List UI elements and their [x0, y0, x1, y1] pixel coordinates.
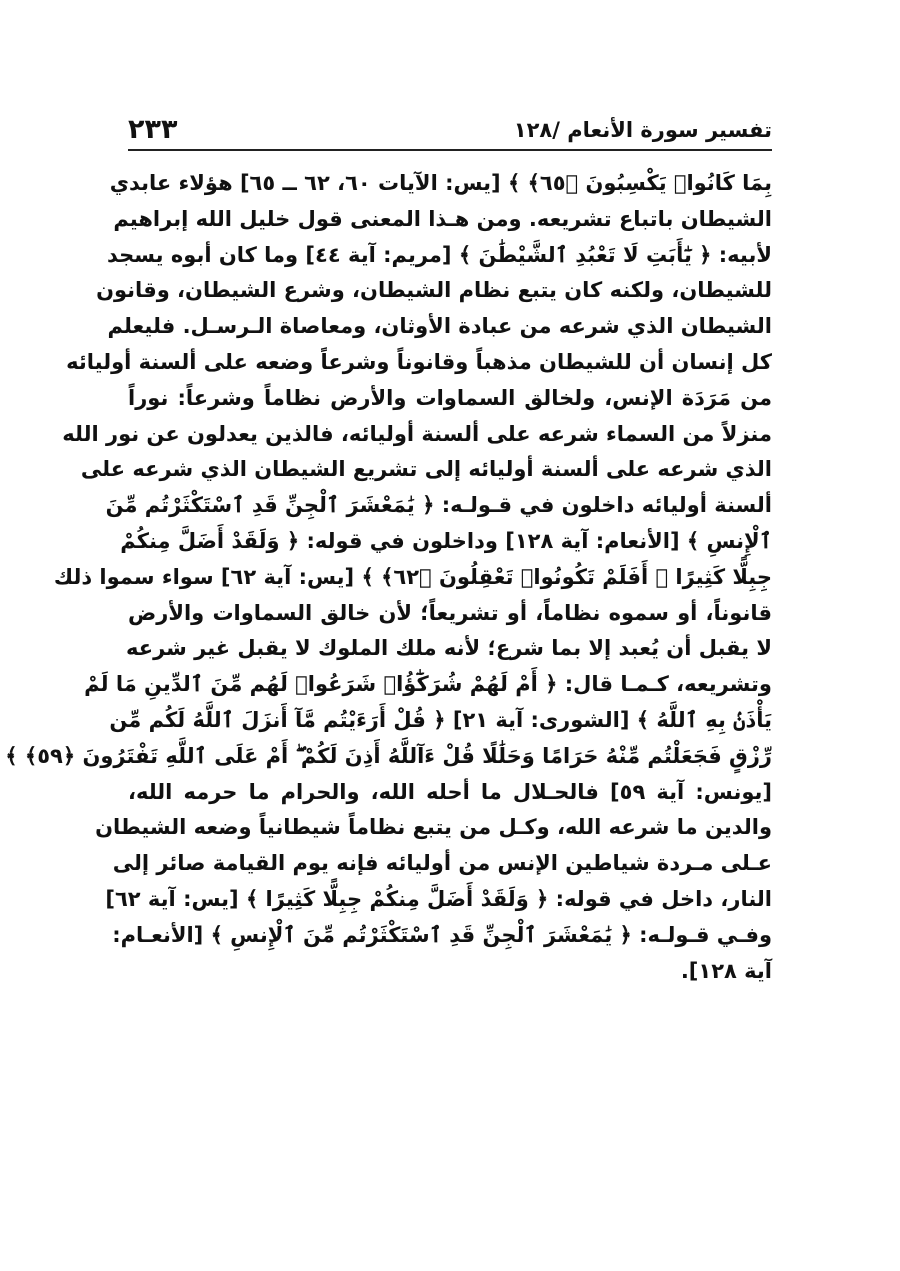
text-line: الشيطان الذي شرعه من عبادة الأوثان، ومعاصاة الـرسـل. فليعلم: [107, 314, 772, 339]
text-line: الذي شرعه على ألسنة أوليائه إلى تشريع الشيطان الذي شرعه على: [80, 457, 772, 482]
text-line: والدين ما شرعه الله، وكـل من يتبع نظاماً شيطانياً وضعه الشيطان: [95, 815, 772, 840]
body-text: [5, 166, 772, 989]
text-line: قانوناً، أو سموه نظاماً، أو تشريعاً؛ لأن خالق السماوات والأرض: [128, 600, 772, 625]
text-line: منزلاً من السماء شرعه على ألسنة أوليائه، فالذين يعدلون عن نور الله: [62, 421, 772, 446]
text-line: للشيطان، ولكنه كان يتبع نظام الشيطان، وشرع الشيطان، وقانون: [96, 278, 772, 303]
text-line: ألسنة أوليائه داخلون في قـولـه: ﴿ يَٰمَعْشَرَ ٱلْجِنِّ قَدِ ٱسْتَكْثَرْتُم مِّنَ: [105, 493, 772, 518]
text-line: ٱلْإِنسِ ﴾ [الأنعام: آية ١٢٨] وداخلون في قوله: ﴿ وَلَقَدْ أَضَلَّ مِنكُمْ: [120, 528, 772, 553]
text-line: النار، داخل في قوله: ﴿ وَلَقَدْ أَضَلَّ مِنكُمْ جِبِلًّا كَثِيرًا ﴾ [يس: آية ٦٢]: [105, 886, 772, 911]
page-number: ٢٣٣: [128, 114, 178, 145]
text-line: جِبِلًّا كَثِيرًا ۖ أَفَلَمْ تَكُونُوا۟ تَعْقِلُونَ ﴿٦٢﴾ ﴾ [يس: آية ٦٢] سواء سموا ذلك: [53, 564, 772, 589]
text-line: عـلى مـردة شياطين الإنس من أوليائه فإنه يوم القيامة صائر إلى: [112, 851, 772, 876]
page-header: [128, 100, 772, 144]
text-line: يَأْذَنۢ بِهِ ٱللَّهُ ﴾ [الشورى: آية ٢١] ﴿ قُلْ أَرَءَيْتُم مَّآ أَنزَلَ ٱللَّهُ لَكُم مِّن: [109, 707, 772, 732]
text-line: بِمَا كَانُوا۟ يَكْسِبُونَ ﴿٦٥﴾ ﴾ [يس: الآيات ٦٠، ٦٢ ــ ٦٥] هؤلاء عابدي: [109, 171, 772, 195]
text-line: وفـي قـولـه: ﴿ يَٰمَعْشَرَ ٱلْجِنِّ قَدِ ٱسْتَكْثَرْتُم مِّنَ ٱلْإِنسِ ﴾ [الأنعـام:: [112, 922, 772, 947]
text-line: وتشريعه، كـمـا قال: ﴿ أَمْ لَهُمْ شُرَكَٰٓؤُا۟ شَرَعُوا۟ لَهُم مِّنَ ٱلدِّينِ مَا لَمْ: [84, 672, 772, 697]
text-line: [يونس: آية ٥٩] فالحـلال ما أحله الله، والحرام ما حرمه الله،: [128, 779, 772, 804]
header-rule: [128, 149, 772, 151]
text-line: لا يقبل أن يُعبد إلا بما شرع؛ لأنه ملك الملوك لا يقبل غير شرعه: [126, 636, 772, 661]
text-line: آية ١٢٨].: [680, 958, 772, 983]
text-line: الشيطان باتباع تشريعه. ومن هـذا المعنى قول خليل الله إبراهيم: [113, 206, 772, 231]
running-title: تفسير سورة الأنعام /١٢٨: [513, 118, 772, 142]
text-line: لأبيه: ﴿ يَٰٓأَبَتِ لَا تَعْبُدِ ٱلشَّيْطَٰنَ ﴾ [مريم: آية ٤٤] وما كان أبوه يسجد: [107, 242, 772, 267]
text-line: رِّزْقٍ فَجَعَلْتُم مِّنْهُ حَرَامًا وَحَلَٰلًا قُلْ ءَآللَّهُ أَذِنَ لَكُمْ ۖ أَمْ عَلَى ٱللَّهِ تَفْتَرُونَ ﴿٥٩﴾ ﴾: [5, 743, 772, 768]
text-line: كل إنسان أن للشيطان مذهباً وقانوناً وشرعاً وضعه على ألسنة أوليائه: [66, 349, 772, 374]
text-line: من مَرَدَة الإنس، ولخالق السماوات والأرض نظاماً وشرعاً: نوراً: [128, 385, 772, 410]
